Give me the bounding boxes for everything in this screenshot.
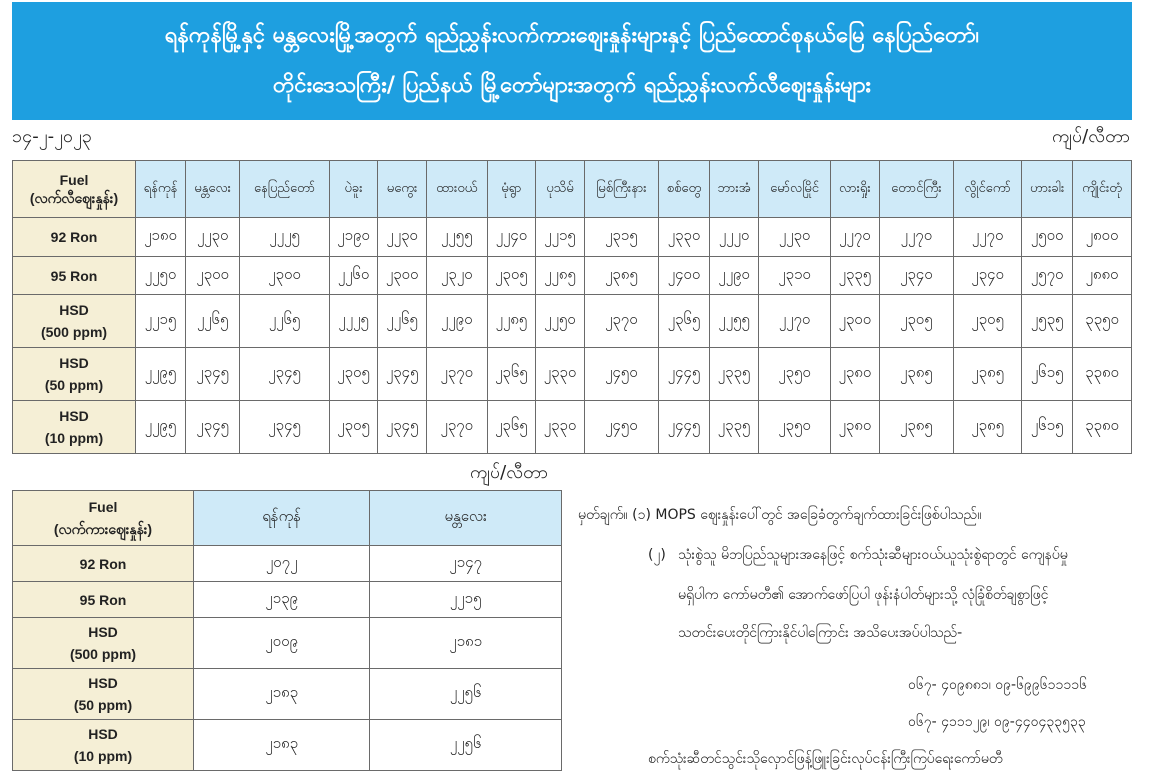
price-cell: ၂၂၉၀ xyxy=(426,295,487,348)
unit-label-wholesale: ကျပ်/လီတာ xyxy=(470,462,549,483)
unit-label-retail: ကျပ်/လီတာ xyxy=(1051,126,1130,147)
fuel-label xyxy=(13,218,136,257)
price-cell: ၂၃၀၅ xyxy=(487,257,536,295)
fuel-name: HSD xyxy=(59,408,89,424)
table-row xyxy=(13,257,1132,295)
table-row xyxy=(13,295,1132,348)
fuel-name: HSD xyxy=(59,302,89,318)
city-header: မြစ်ကြီးနား xyxy=(584,161,658,218)
price-cell: ၂၃၈၀ xyxy=(830,401,879,454)
price-cell: ၂၂၈၅ xyxy=(487,295,536,348)
price-cell: ၂၂၆၅ xyxy=(240,295,329,348)
city-header: နေပြည်တော် xyxy=(240,161,329,218)
price-cell: ၂၃၀၅ xyxy=(879,295,953,348)
price-cell: ၂၃၀၀ xyxy=(378,257,427,295)
price-cell: ၂၀၀၉ xyxy=(194,618,370,669)
price-cell: ၂၃၈၅ xyxy=(879,401,953,454)
price-cell: ၂၆၁၅ xyxy=(1022,348,1073,401)
price-cell: ၂၃၆၅ xyxy=(487,401,536,454)
price-cell: ၂၂၅၆ xyxy=(370,720,562,771)
price-cell: ၂၃၄၀ xyxy=(879,257,953,295)
note-item-1 xyxy=(578,505,981,526)
price-cell: ၂၃၅၀ xyxy=(759,401,831,454)
price-cell: ၂၂၃၀ xyxy=(378,218,427,257)
price-cell: ၂၂၇၀ xyxy=(830,218,879,257)
fuel-label xyxy=(13,669,194,720)
date-label: ၁၄-၂-၂၀၂၃ xyxy=(12,126,93,147)
price-cell: ၂၂၃၀ xyxy=(759,218,831,257)
price-cell: ၂၄၀၀ xyxy=(658,257,709,295)
fuel-grade: (50 ppm) xyxy=(73,697,133,713)
wholesale-price-table xyxy=(12,490,562,771)
price-cell: ၂၄၅၀ xyxy=(584,348,658,401)
price-cell: ၂၃၀၅ xyxy=(953,295,1021,348)
title-banner xyxy=(12,2,1132,120)
note-text: သတင်းပေးတိုင်ကြားနိုင်ပါကြောင်း အသိပေးအပ်ပါသည်- xyxy=(678,625,963,641)
price-cell: ၂၁၃၉ xyxy=(194,582,370,618)
city-header: ထားဝယ် xyxy=(426,161,487,218)
note-number: (၁) xyxy=(632,507,651,523)
price-cell: ၂၅၇၀ xyxy=(1022,257,1073,295)
price-cell: ၂၃၄၅ xyxy=(240,348,329,401)
price-cell: ၂၃၄၅ xyxy=(378,348,427,401)
fuel-header-subtitle: (လက်ကားဈေးနှုန်း) xyxy=(53,521,153,537)
title-line-2: တိုင်းဒေသကြီး/ ပြည်နယ် မြို့တော်များအတွက် ရည်ညွှန်းလက်လီဈေးနှုန်းများ xyxy=(273,73,871,98)
price-cell: ၂၁၉၀ xyxy=(329,218,378,257)
price-cell: ၂၈၈၀ xyxy=(1073,257,1132,295)
price-cell: ၂၃၈၅ xyxy=(953,348,1021,401)
price-cell: ၂၅၃၅ xyxy=(1022,295,1073,348)
retail-header-row xyxy=(13,161,1132,218)
city-header: ဘားအံ xyxy=(709,161,758,218)
fuel-header xyxy=(13,491,194,546)
table-row xyxy=(13,348,1132,401)
price-cell: ၂၂၇၀ xyxy=(953,218,1021,257)
city-header: လားရှိုး xyxy=(830,161,879,218)
fuel-name: 95 Ron xyxy=(79,591,127,608)
price-cell: ၂၃၄၅ xyxy=(378,401,427,454)
price-cell: ၂၄၄၅ xyxy=(658,401,709,454)
fuel-header-subtitle: (လက်လီဈေးနှုန်း) xyxy=(29,190,119,206)
fuel-grade: (50 ppm) xyxy=(44,377,104,393)
price-cell: ၂၃၈၅ xyxy=(879,348,953,401)
price-cell: ၂၃၃၀ xyxy=(658,218,709,257)
committee-name: စက်သုံးဆီတင်သွင်းသိုလှောင်ဖြန့်ဖြူးခြင်းလုပ်ငန်းကြီးကြပ်ရေးကော်မတီ xyxy=(648,751,1003,767)
price-cell: ၂၃၃၀ xyxy=(536,348,585,401)
fuel-name: 95 Ron xyxy=(50,267,98,284)
city-header: ရန်ကုန် xyxy=(194,491,370,546)
fuel-name: HSD xyxy=(88,726,118,742)
city-header: မန္တလေး xyxy=(370,491,562,546)
fuel-grade: (500 ppm) xyxy=(40,324,108,340)
price-cell: ၂၂၆၀ xyxy=(329,257,378,295)
city-header: ပုသိမ် xyxy=(536,161,585,218)
price-cell: ၂၂၉၀ xyxy=(709,257,758,295)
table-row xyxy=(13,546,562,582)
table-row xyxy=(13,669,562,720)
price-cell: ၂၃၁၅ xyxy=(584,218,658,257)
note-text: မရှိပါက ကော်မတီ၏ အောက်ဖော်ပြပါ ဖုန်းနံပါတ်များသို့ လုံခြုံစိတ်ချစွာဖြင့် xyxy=(678,587,1049,603)
price-cell: ၃၃၅၀ xyxy=(1073,295,1132,348)
price-cell: ၂၃၈၅ xyxy=(953,401,1021,454)
city-header: မန္တလေး xyxy=(185,161,239,218)
price-cell: ၂၃၆၅ xyxy=(658,295,709,348)
table-row xyxy=(13,618,562,669)
price-cell: ၂၂၄၀ xyxy=(487,218,536,257)
fuel-label xyxy=(13,348,136,401)
fuel-name: HSD xyxy=(88,624,118,640)
price-cell: ၂၃၀၀ xyxy=(240,257,329,295)
price-cell: ၂၂၉၅ xyxy=(136,401,186,454)
price-cell: ၂၁၄၇ xyxy=(370,546,562,582)
fuel-label xyxy=(13,546,194,582)
price-cell: ၂၆၁၅ xyxy=(1022,401,1073,454)
price-cell: ၂၃၄၅ xyxy=(185,348,239,401)
price-cell: ၂၂၅၀ xyxy=(136,257,186,295)
table-row xyxy=(13,218,1132,257)
price-cell: ၂၂၁၅ xyxy=(136,295,186,348)
fuel-label xyxy=(13,257,136,295)
price-cell: ၃၃၈၀ xyxy=(1073,348,1132,401)
price-cell: ၂၂၂၅ xyxy=(329,295,378,348)
city-header: ရန်ကုန် xyxy=(136,161,186,218)
fuel-label xyxy=(13,401,136,454)
fuel-header-title: Fuel xyxy=(88,499,118,515)
price-cell: ၂၂၁၅ xyxy=(536,218,585,257)
price-cell: ၂၂၅၅ xyxy=(709,295,758,348)
fuel-name: 92 Ron xyxy=(79,555,127,572)
price-cell: ၂၂၁၅ xyxy=(370,582,562,618)
price-cell: ၂၃၀၅ xyxy=(329,401,378,454)
fuel-header-title: Fuel xyxy=(59,172,89,188)
price-cell: ၂၄၅၀ xyxy=(584,401,658,454)
fuel-name: HSD xyxy=(88,675,118,691)
price-cell: ၂၃၄၅ xyxy=(240,401,329,454)
price-cell: ၂၃၀၀ xyxy=(830,295,879,348)
fuel-label xyxy=(13,720,194,771)
price-cell: ၂၃၇၀ xyxy=(584,295,658,348)
retail-price-table xyxy=(12,160,1132,454)
city-header: တောင်ကြီး xyxy=(879,161,953,218)
price-cell: ၂၅၀၀ xyxy=(1022,218,1073,257)
table-row xyxy=(13,720,562,771)
fuel-name: HSD xyxy=(59,355,89,371)
price-cell: ၂၀၇၂ xyxy=(194,546,370,582)
city-header: မော်လမြိုင် xyxy=(759,161,831,218)
price-cell: ၂၃၇၀ xyxy=(426,401,487,454)
price-cell: ၂၂၅၅ xyxy=(426,218,487,257)
phone-number: ၀၆၇- ၄၀၉၈၈၁၊ ၀၉-၆၉၉၆၁၁၁၁၆ xyxy=(908,677,1087,693)
price-cell: ၂၂၇၀ xyxy=(879,218,953,257)
price-cell: ၂၃၄၅ xyxy=(185,401,239,454)
phone-number: ၀၆၇- ၄၁၁၁၂၉၊ ၀၉-၄၄၀၄၃၃၅၃၃ xyxy=(908,714,1086,730)
table-row xyxy=(13,401,1132,454)
fuel-grade: (10 ppm) xyxy=(44,430,104,446)
city-header: လွိုင်ကော် xyxy=(953,161,1021,218)
price-cell: ၂၃၇၀ xyxy=(426,348,487,401)
price-cell: ၂၂၇၀ xyxy=(759,295,831,348)
price-cell: ၂၃၀၅ xyxy=(329,348,378,401)
fuel-grade: (10 ppm) xyxy=(73,748,133,764)
fuel-header xyxy=(13,161,136,218)
price-cell: ၂၂၆၅ xyxy=(185,295,239,348)
price-cell: ၂၃၃၅ xyxy=(830,257,879,295)
price-cell: ၂၂၅၀ xyxy=(536,295,585,348)
city-header: မကွေး xyxy=(378,161,427,218)
price-cell: ၂၂၃၀ xyxy=(185,218,239,257)
note-text: သုံးစွဲသူ မိဘပြည်သူများအနေဖြင့် စက်သုံးဆီများဝယ်ယူသုံးစွဲရာတွင် ကျေနပ်မှု xyxy=(678,547,1068,563)
price-cell: ၂၄၄၅ xyxy=(658,348,709,401)
price-cell: ၂၁၈၃ xyxy=(194,720,370,771)
price-cell: ၂၂၉၅ xyxy=(136,348,186,401)
city-header: မုံရွာ xyxy=(487,161,536,218)
fuel-label xyxy=(13,582,194,618)
price-cell: ၃၃၈၀ xyxy=(1073,401,1132,454)
wholesale-header-row xyxy=(13,491,562,546)
price-cell: ၂၂၅၆ xyxy=(370,669,562,720)
price-cell: ၂၁၈၁ xyxy=(370,618,562,669)
table-row xyxy=(13,582,562,618)
price-cell: ၂၃၈၀ xyxy=(830,348,879,401)
price-cell: ၂၃၃၀ xyxy=(536,401,585,454)
note-text: MOPS ဈေးနှုန်းပေါ်တွင် အခြေခံတွက်ချက်ထားခြင်းဖြစ်ပါသည်။ xyxy=(655,507,982,523)
city-header: ကျိုင်းတုံ xyxy=(1073,161,1132,218)
note-number: (၂) xyxy=(648,547,666,563)
price-cell: ၂၃၂၀ xyxy=(426,257,487,295)
price-cell: ၂၃၁၀ xyxy=(759,257,831,295)
price-cell: ၂၃၈၅ xyxy=(584,257,658,295)
notes-label: မှတ်ချက်။ xyxy=(578,507,628,523)
price-cell: ၂၂၂၀ xyxy=(709,218,758,257)
price-cell: ၂၁၈၀ xyxy=(136,218,186,257)
price-cell: ၂၃၅၀ xyxy=(759,348,831,401)
title-line-1: ရန်ကုန်မြို့နှင့် မန္တလေးမြို့အတွက် ရည်ညွှန်းလက်ကားဈေးနှုန်းများနှင့် ပြည်ထောင်စုနယ်မြေ နေပြည်တော်၊ xyxy=(164,23,980,48)
price-cell: ၂၃၀၀ xyxy=(185,257,239,295)
price-cell: ၂၂၈၅ xyxy=(536,257,585,295)
fuel-grade: (500 ppm) xyxy=(69,646,137,662)
price-cell: ၂၂၆၅ xyxy=(378,295,427,348)
price-cell: ၂၈၀၀ xyxy=(1073,218,1132,257)
price-cell: ၂၃၃၅ xyxy=(709,401,758,454)
city-header: ပဲခူး xyxy=(329,161,378,218)
fuel-label xyxy=(13,295,136,348)
city-header: ဟားခါး xyxy=(1022,161,1073,218)
price-cell: ၂၂၂၅ xyxy=(240,218,329,257)
fuel-label xyxy=(13,618,194,669)
price-cell: ၂၁၈၃ xyxy=(194,669,370,720)
city-header: စစ်တွေ xyxy=(658,161,709,218)
fuel-name: 92 Ron xyxy=(50,229,98,245)
price-cell: ၂၃၆၅ xyxy=(487,348,536,401)
price-cell: ၂၃၄၀ xyxy=(953,257,1021,295)
price-cell: ၂၃၃၅ xyxy=(709,348,758,401)
